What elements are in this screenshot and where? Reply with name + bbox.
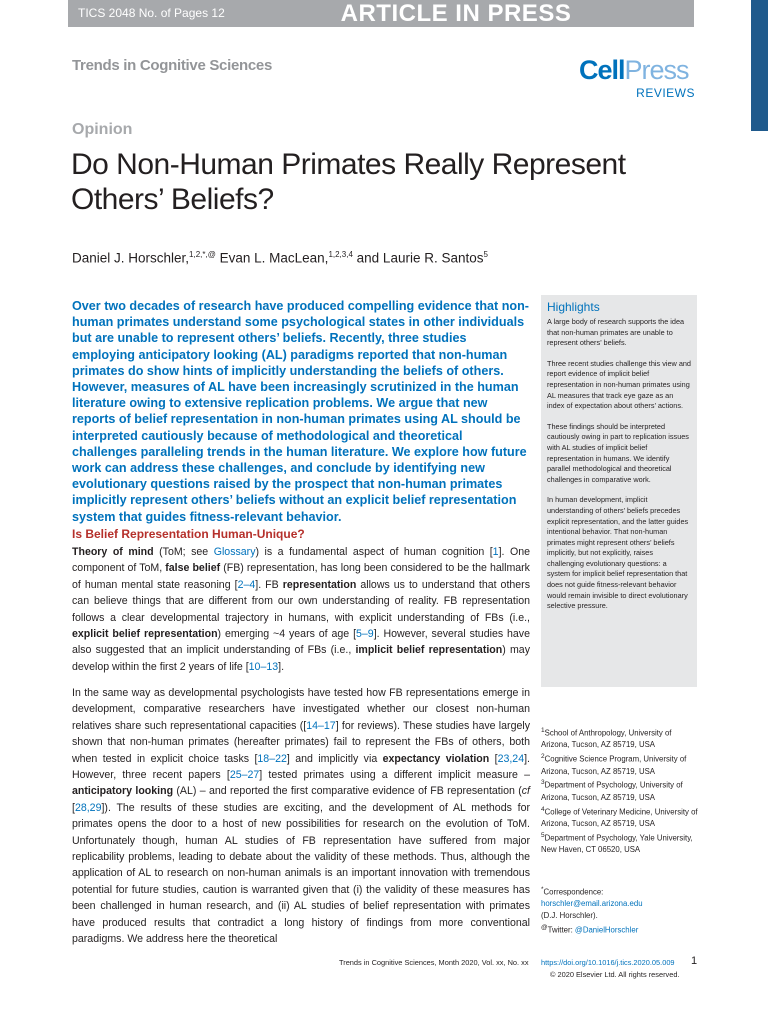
body-text: ]. One component of ToM, [72, 546, 530, 575]
logo-press: Press [624, 55, 689, 85]
body-text: ) may develop within the first 2 years of life [ [72, 644, 530, 673]
affiliation-text: College of Veterinary Medicine, University of Arizona, Tucson, AZ 85719, USA [541, 807, 698, 828]
journal-name: Trends in Cognitive Sciences [72, 57, 272, 74]
correspondence [541, 884, 701, 936]
body-text: (FB) representation, has long been considered to be the hallmark of human mental state reasoning [ [72, 562, 530, 591]
highlight-item: A large body of research supports the idea that non-human primates are unable to represent others’ beliefs. [547, 317, 685, 348]
body-text: ]). The results of these studies are exciting, and the development of AL methods for primates opens the door to a host of new possibilities for research on the evolution of ToM. Unfortunately though, human AL studies of FB representation have suffered from major replicability problems, leading to debate about the validity of these methods. Thus, although the application of AL to research on non-human animals is an important innovation with tremendous potential for future studies, caution is warranted given that (i) the validity of these measures has been challenged in human research, and (ii) AL studies of belief representation with primates have produced results that contradict a long history of findings from more conventional paradigms. We address here the theoretical [72, 801, 530, 946]
affiliation-mark: 4 [541, 805, 545, 813]
glossary-term: explicit belief representation [72, 628, 218, 641]
page-number: 1 [691, 955, 698, 967]
body-text: ]. However, three recent papers [ [72, 752, 530, 782]
citation-link[interactable]: 10–13 [248, 660, 279, 673]
glossary-term: anticipatory looking [72, 785, 174, 798]
banner-label: ARTICLE IN PRESS [340, 0, 572, 27]
doi-link[interactable]: https://doi.org/10.1016/j.tics.2020.05.009 [541, 958, 675, 967]
logo-cell: Cell [579, 55, 625, 85]
cellpress-logo [579, 55, 699, 100]
author-name: Evan L. MacLean, [215, 250, 329, 266]
side-color-tab [751, 0, 768, 131]
correspondence-name: (D.J. Horschler). [541, 911, 598, 921]
correspondence-label [541, 884, 701, 898]
citation-link[interactable]: 25–27 [229, 769, 260, 782]
article-in-press-banner [68, 0, 694, 27]
citation-link[interactable]: 28,29 [74, 801, 102, 814]
body-text: ) emerging ~4 years of age [ [217, 628, 357, 641]
section-heading: Is Belief Representation Human-Unique? [72, 527, 305, 541]
highlights-heading: Highlights [547, 300, 600, 314]
body-text: ) is a fundamental aspect of human cognition [ [255, 546, 493, 558]
glossary-link[interactable]: Glossary [213, 546, 256, 558]
affiliation-text: Department of Psychology, Yale University, New Haven, CT 06520, USA [541, 833, 693, 855]
body-text: allows us to understand that others can believe things that are different from our own understanding of reality. FB representation follows a clear developmental trajectory in humans, with explicit understanding of FBs (i.e., [72, 578, 531, 624]
affiliation-text: School of Anthropology, University of Arizona, Tucson, AZ 85719, USA [541, 728, 672, 750]
affiliation [541, 777, 701, 803]
twitter-mark: @ [541, 923, 548, 931]
twitter-label: Twitter: [547, 925, 575, 935]
citation-link[interactable]: 5–9 [356, 628, 374, 641]
logo-reviews: REVIEWS [636, 86, 695, 100]
body-text: (AL) – and reported the first comparative evidence of FB representation ( [173, 785, 522, 798]
citation-link[interactable]: 14–17 [306, 719, 336, 732]
citation-link[interactable]: 1 [492, 546, 499, 558]
glossary-term: implicit belief representation [355, 644, 503, 657]
highlight-item: These findings should be interpreted cautiously owing in part to replication issues with AL studies of implicit belief representation in humans. We identify parallel methodological and theoretical challenges in comparative work. [547, 421, 689, 484]
affiliation [541, 804, 701, 830]
glossary-term: expectancy violation [382, 752, 490, 765]
body-paragraph [72, 685, 530, 948]
affiliation [541, 751, 701, 777]
affiliation-text: Cognitive Science Program, University of Arizona, Tucson, AZ 85719, USA [541, 754, 687, 776]
twitter-line [541, 922, 701, 936]
correspondence-label-text: Correspondence: [543, 887, 604, 897]
body-text: ]. [278, 660, 285, 673]
glossary-term: representation [282, 578, 357, 591]
affiliation-mark: 3 [541, 779, 545, 787]
citation-link[interactable]: 18–22 [257, 752, 287, 765]
body-text: ] and implicitly via [286, 752, 383, 765]
body-text: ] tested primates using a different implicit measure – [259, 769, 530, 782]
body-text: (ToM; see [153, 546, 214, 558]
affiliation [541, 725, 701, 751]
author-name: and Laurie R. Santos [352, 250, 484, 266]
author-name: Daniel J. Horschler, [72, 250, 190, 266]
affiliation-text: Department of Psychology, University of Arizona, Tucson, AZ 85719, USA [541, 780, 683, 802]
affiliation [541, 830, 701, 856]
abstract: Over two decades of research have produced compelling evidence that non-human primates understand some psychological states in other individuals but are unable to represent others’ beliefs. Recently, three studies employing anticipatory looking (AL) paradigms reported that non-human primates do show hints of implicitly understanding the beliefs of others. However, measures of AL have been increasingly scrutinized in the human literature owing to extensive replication problems. We argue that new reports of belief representation in non-human primates using AL should be interpreted cautiously because of methodological and theoretical challenges paralleling trends in the human literature. We explore how future work can address these challenges, and conclude by identifying new evolutionary questions raised by the prospect that non-human primates implicitly represent others’ beliefs without an explicit belief representation system that guides fitness-relevant behavior. [72, 299, 529, 524]
glossary-term: Theory of mind [72, 546, 154, 558]
correspondence-mark: * [541, 886, 544, 893]
body-paragraph [72, 544, 530, 675]
body-text: [ [489, 752, 498, 765]
body-text: ]. However, several studies have also suggested that an implicit understanding of FBs (i.e., [72, 628, 530, 657]
article-title: Do Non-Human Primates Really Represent Others’ Beliefs? [71, 148, 626, 216]
highlights-box [541, 295, 697, 687]
glossary-term: false belief [165, 562, 221, 575]
citation-link[interactable]: 2–4 [237, 578, 256, 591]
twitter-link[interactable]: @DanielHorschler [574, 925, 639, 935]
article-category: Opinion [72, 121, 133, 138]
affiliations [541, 725, 701, 856]
author-list [72, 250, 488, 266]
affiliation-mark: 5 [541, 831, 545, 839]
highlight-item: Three recent studies challenge this view and report evidence of implicit belief representation in non-human primates using AL measures that track eye gaze as an index of expectation about others’ actions. [547, 358, 691, 411]
affiliation-mark: 1 [541, 727, 545, 734]
affiliation-mark: 2 [541, 753, 545, 761]
highlight-item: In human development, implicit understanding of others’ beliefs precedes explicit representation, and the latter guides intentional behavior. That non-human primates might represent others’ beliefs implicitly, but not explicitly, raises challenging evolutionary questions: a system for implicit belief representation that does not guide fitness-relevant behavior would remain invisible to direct evolutionary selective pressure. [547, 495, 689, 611]
body-text: ] for reviews). These studies have largely shown that non-human primates (hereafter primates) fail to represent the FBs of others, both when tested in explicit choice tasks [ [72, 719, 531, 765]
manuscript-reference: TICS 2048 No. of Pages 12 [78, 6, 225, 20]
italic-text: cf [521, 785, 530, 798]
email-link[interactable]: horschler@email.arizona.edu [541, 899, 643, 909]
body-text: ]. FB [255, 578, 283, 591]
author-affiliation-marks: 1,2,*,@ [189, 250, 216, 259]
author-affiliation-marks: 1,2,3,4 [328, 250, 353, 259]
citation-link[interactable]: 23,24 [497, 752, 525, 765]
copyright: © 2020 Elsevier Ltd. All rights reserved. [550, 970, 680, 979]
body-text: [ [72, 801, 75, 814]
author-affiliation-marks: 5 [483, 250, 488, 259]
body-text: In the same way as developmental psychologists have tested how FB representations emerge in development, comparative researchers have investigated whether our closest non-human relatives share such representational capacities ([ [72, 687, 530, 732]
footer-citation: Trends in Cognitive Sciences, Month 2020, Vol. xx, No. xx [339, 958, 529, 967]
